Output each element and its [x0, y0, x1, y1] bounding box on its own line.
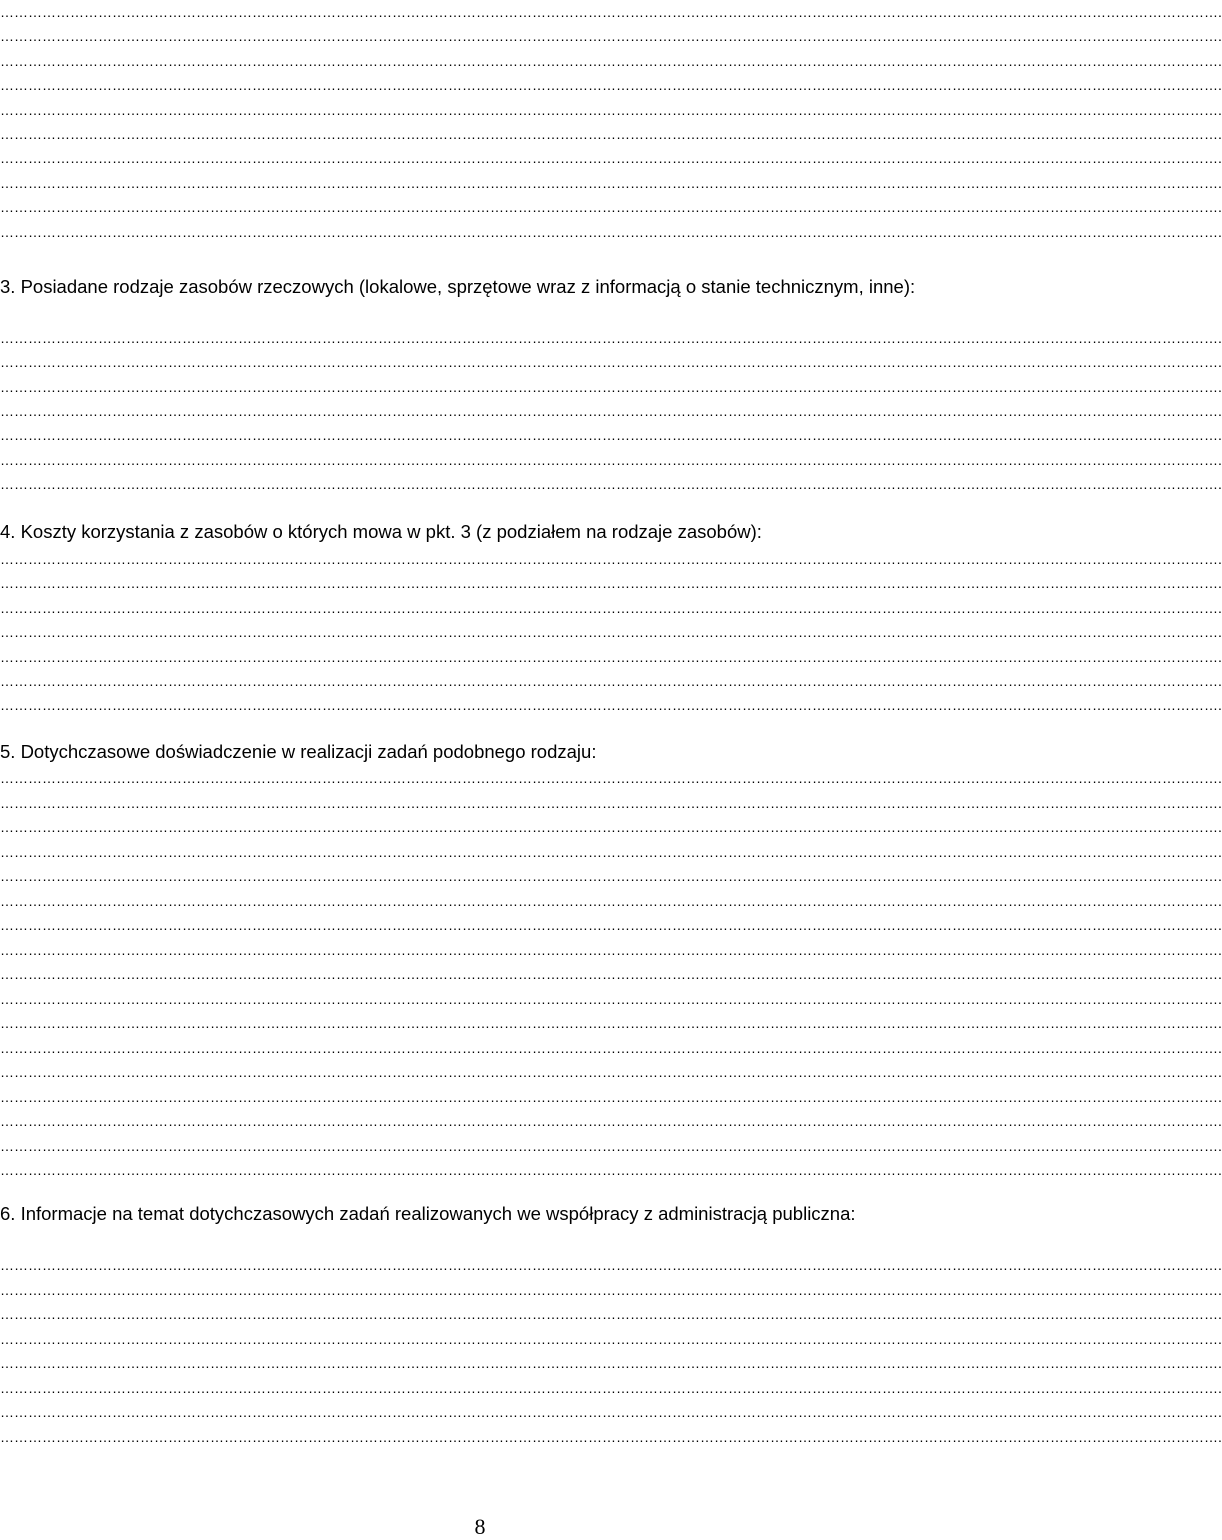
dotted-fill-line: ……………………………………………………………………………………………………………………………………………………………………………………………………………………………………….	[0, 354, 1222, 371]
dotted-fill-line: ……………………………………………………………………………………………………………………………………………………………………………………………………………………………………….	[0, 1137, 1222, 1154]
dotted-fill-line: ……………………………………………………………………………………………………………………………………………………………………………………………………………………………………….	[0, 1355, 1222, 1371]
dotted-fill-line: ……………………………………………………………………………………………………………………………………………………………………………………………………………………………………….	[0, 1064, 1222, 1080]
dotted-fill-line: ……………………………………………………………………………………………………………………………………………………………………………………………………………………………………….	[0, 126, 1222, 142]
dotted-fill-line: ……………………………………………………………………………………………………………………………………………………………………………………………………………………………………….	[0, 868, 1222, 884]
dotted-fill-line: ……………………………………………………………………………………………………………………………………………………………………………………………………………………………………….	[0, 697, 1222, 714]
dotted-fill-line: ……………………………………………………………………………………………………………………………………………………………………………………………………………………………………….	[0, 1015, 1222, 1031]
dotted-fill-line: ……………………………………………………………………………………………………………………………………………………………………………………………………………………………………….	[0, 77, 1222, 94]
dotted-fill-line: ……………………………………………………………………………………………………………………………………………………………………………………………………………………………………….	[0, 819, 1222, 835]
dotted-fill-line: ……………………………………………………………………………………………………………………………………………………………………………………………………………………………………….	[0, 330, 1222, 346]
dotted-fill-line: ……………………………………………………………………………………………………………………………………………………………………………………………………………………………………….	[0, 1404, 1222, 1420]
dotted-fill-line: ……………………………………………………………………………………………………………………………………………………………………………………………………………………………………….	[0, 101, 1222, 118]
dotted-fill-line: ……………………………………………………………………………………………………………………………………………………………………………………………………………………………………….	[0, 1162, 1222, 1178]
dotted-fill-line: ……………………………………………………………………………………………………………………………………………………………………………………………………………………………………….	[0, 4, 1222, 20]
dotted-fill-line: ……………………………………………………………………………………………………………………………………………………………………………………………………………………………………….	[0, 402, 1222, 419]
dotted-fill-line: ……………………………………………………………………………………………………………………………………………………………………………………………………………………………………….	[0, 941, 1222, 958]
dotted-fill-line: ……………………………………………………………………………………………………………………………………………………………………………………………………………………………………….	[0, 1113, 1222, 1129]
dotted-fill-line: ……………………………………………………………………………………………………………………………………………………………………………………………………………………………………….	[0, 199, 1222, 216]
dotted-fill-line: ……………………………………………………………………………………………………………………………………………………………………………………………………………………………………….	[0, 174, 1222, 191]
dotted-fill-line: ……………………………………………………………………………………………………………………………………………………………………………………………………………………………………….	[0, 1379, 1222, 1396]
dotted-fill-line: ……………………………………………………………………………………………………………………………………………………………………………………………………………………………………….	[0, 673, 1222, 689]
dotted-fill-line: ……………………………………………………………………………………………………………………………………………………………………………………………………………………………………….	[0, 475, 1222, 492]
dotted-fill-line: ……………………………………………………………………………………………………………………………………………………………………………………………………………………………………….	[0, 599, 1222, 616]
dotted-fill-line: ……………………………………………………………………………………………………………………………………………………………………………………………………………………………………….	[0, 1330, 1222, 1347]
dotted-fill-line: ……………………………………………………………………………………………………………………………………………………………………………………………………………………………………….	[0, 378, 1222, 395]
dotted-fill-line: ……………………………………………………………………………………………………………………………………………………………………………………………………………………………………….	[0, 917, 1222, 933]
dotted-fill-line: ……………………………………………………………………………………………………………………………………………………………………………………………………………………………………….	[0, 648, 1222, 665]
dotted-fill-line: ……………………………………………………………………………………………………………………………………………………………………………………………………………………………………….	[0, 1088, 1222, 1105]
dotted-fill-line: ……………………………………………………………………………………………………………………………………………………………………………………………………………………………………….	[0, 52, 1222, 69]
dotted-fill-line: ……………………………………………………………………………………………………………………………………………………………………………………………………………………………………….	[0, 451, 1222, 468]
section-3-heading: 3. Posiadane rodzaje zasobów rzeczowych (lokalowe, sprzętowe wraz z informacją o stanie technicznym, inne):	[0, 276, 916, 297]
dotted-fill-line: ……………………………………………………………………………………………………………………………………………………………………………………………………………………………………….	[0, 990, 1222, 1007]
dotted-fill-line: ……………………………………………………………………………………………………………………………………………………………………………………………………………………………………….	[0, 624, 1222, 641]
dotted-fill-line: ……………………………………………………………………………………………………………………………………………………………………………………………………………………………………….	[0, 150, 1222, 167]
dotted-fill-line: ……………………………………………………………………………………………………………………………………………………………………………………………………………………………………….	[0, 1281, 1222, 1298]
dotted-fill-line: ……………………………………………………………………………………………………………………………………………………………………………………………………………………………………….	[0, 843, 1222, 860]
page-number: 8	[474, 1514, 486, 1539]
dotted-fill-line: ……………………………………………………………………………………………………………………………………………………………………………………………………………………………………….	[0, 1257, 1222, 1273]
dotted-fill-line: ……………………………………………………………………………………………………………………………………………………………………………………………………………………………………….	[0, 551, 1222, 567]
dotted-fill-line: ……………………………………………………………………………………………………………………………………………………………………………………………………………………………………….	[0, 1428, 1222, 1445]
section-6-heading: 6. Informacje na temat dotychczasowych zadań realizowanych we współpracy z administracją publiczna:	[0, 1203, 856, 1224]
dotted-fill-line: ……………………………………………………………………………………………………………………………………………………………………………………………………………………………………….	[0, 966, 1222, 982]
dotted-fill-line: ……………………………………………………………………………………………………………………………………………………………………………………………………………………………………….	[0, 1306, 1222, 1322]
section-5-heading: 5. Dotychczasowe doświadczenie w realizacji zadań podobnego rodzaju:	[0, 741, 597, 762]
section-4-heading: 4. Koszty korzystania z zasobów o których mowa w pkt. 3 (z podziałem na rodzaje zasobów):	[0, 521, 762, 542]
dotted-fill-line: ……………………………………………………………………………………………………………………………………………………………………………………………………………………………………….	[0, 1039, 1222, 1056]
dotted-fill-line: ……………………………………………………………………………………………………………………………………………………………………………………………………………………………………….	[0, 427, 1222, 444]
dotted-fill-line: ……………………………………………………………………………………………………………………………………………………………………………………………………………………………………….	[0, 794, 1222, 811]
dotted-fill-line: ……………………………………………………………………………………………………………………………………………………………………………………………………………………………………….	[0, 770, 1222, 786]
dotted-fill-line: ……………………………………………………………………………………………………………………………………………………………………………………………………………………………………….	[0, 223, 1222, 240]
dotted-fill-line: ……………………………………………………………………………………………………………………………………………………………………………………………………………………………………….	[0, 892, 1222, 909]
dotted-fill-line: ……………………………………………………………………………………………………………………………………………………………………………………………………………………………………….	[0, 575, 1222, 592]
dotted-fill-line: ……………………………………………………………………………………………………………………………………………………………………………………………………………………………………….	[0, 28, 1222, 45]
